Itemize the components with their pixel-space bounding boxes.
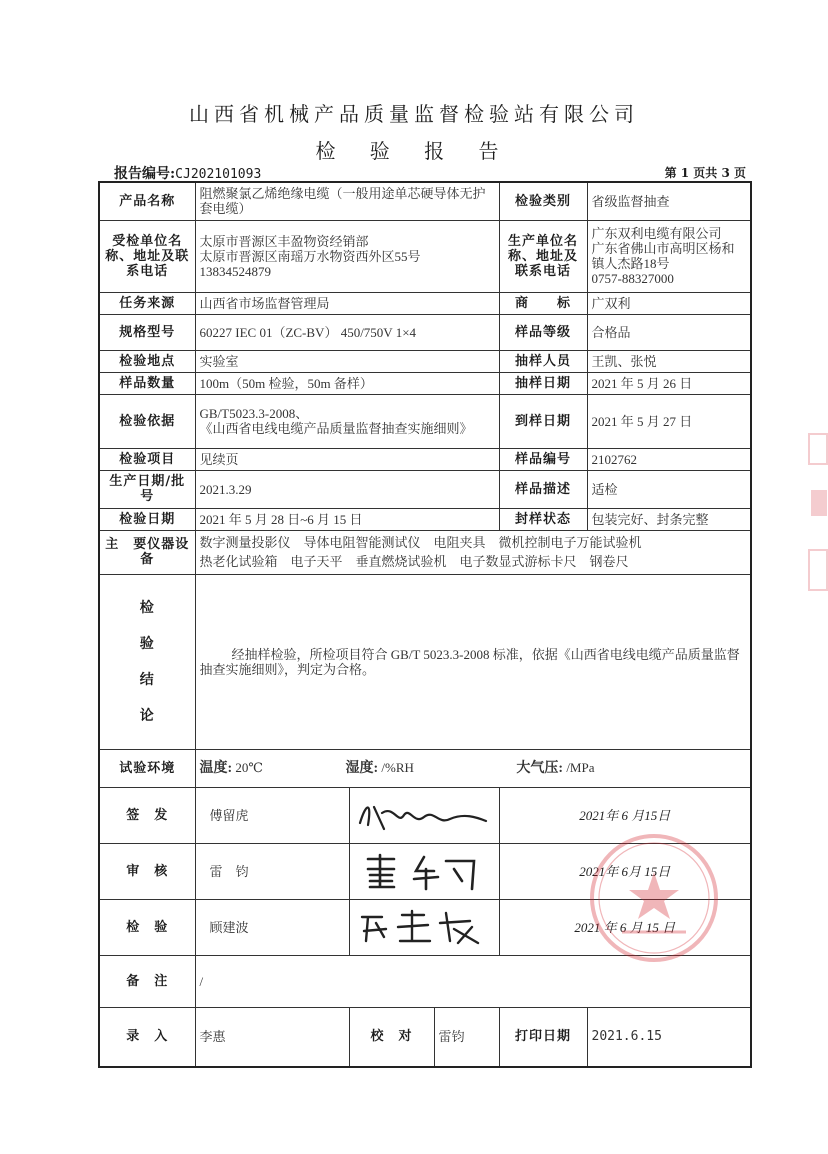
label-prod-date: 生产日期/批号 [99,470,195,508]
row-issue [99,787,751,843]
value-sample-date: 2021 年 5 月 26 日 [587,372,751,394]
value-description: 适检 [587,470,751,508]
value-quantity: 100m（50m 检验，50m 备样） [195,372,499,394]
row-task [99,292,751,314]
value-trademark: 广双利 [587,292,751,314]
value-equipment: 数字测量投影仪 导体电阻智能测试仪 电阻夹具 微机控制电子万能试验机 热老化试验箱 电子天平 垂直燃烧试验机 电子数显式游标卡尺 钢卷尺 [195,530,751,574]
value-items: 见续页 [195,448,499,470]
value-basis: GB/T5023.3-2008、 《山西省电线电缆产品质量监督抽查实施细则》 [195,394,499,448]
label-description: 样品描述 [499,470,587,508]
row-product [99,182,751,220]
label-check: 检 验 [99,899,195,955]
value-arrival-date: 2021 年 5 月 27 日 [587,394,751,448]
value-sample-no: 2102762 [587,448,751,470]
value-inspection-type: 省级监督抽查 [587,182,751,220]
value-producer: 广东双利电缆有限公司 广东省佛山市高明区杨和镇人杰路18号 0757-88327000 [587,220,751,292]
label-sample-no: 样品编号 [499,448,587,470]
label-task-source: 任务来源 [99,292,195,314]
label-review: 审 核 [99,843,195,899]
value-conclusion: 经抽样检验，所检项目符合 GB/T 5023.3-2008 标准，依据《山西省电线电缆产品质量监督抽查实施细则》，判定为合格。 [195,574,751,749]
label-conclusion: 检 验 结 论 [99,574,195,749]
label-inspected-unit: 受检单位名称、地址及联系电话 [99,220,195,292]
value-environment [195,749,751,787]
label-proof: 校 对 [349,1007,434,1067]
row-quantity [99,372,751,394]
org-title: 山西省机械产品质量监督检验站有限公司 [189,102,639,126]
value-insp-date: 2021 年 5 月 28 日~6 月 15 日 [195,508,499,530]
label-location: 检验地点 [99,350,195,372]
label-arrival-date: 到样日期 [499,394,587,448]
pressure-value: /MPa [566,760,595,775]
pressure-label: 大气压: [516,761,564,776]
report-title: 检 验 报 告 [315,139,513,163]
row-prod-date [99,470,751,508]
value-product-name: 阻燃聚氯乙烯绝缘电缆（一般用途单芯硬导体无护套电缆） [195,182,499,220]
value-seal: 包装完好、封条完整 [587,508,751,530]
label-inspection-type: 检验类别 [499,182,587,220]
row-entry [99,1007,751,1067]
page-indicator: 第 1 页共 3 页 [664,166,746,180]
row-basis [99,394,751,448]
row-conclusion [99,574,751,749]
row-items [99,448,751,470]
value-proof: 雷钧 [434,1007,499,1067]
value-prod-date: 2021.3.29 [195,470,499,508]
value-reviewer-name: 雷 钧 [195,843,349,899]
label-trademark: 商 标 [499,292,587,314]
value-task-source: 山西省市场监督管理局 [195,292,499,314]
label-producer: 生产单位名称、地址及联系电话 [499,220,587,292]
row-location [99,350,751,372]
temp-label: 温度: [199,761,233,776]
value-sampler: 王凯、张悦 [587,350,751,372]
value-remark: / [195,955,751,1007]
report-number: 报告编号:CJ202101093 [114,166,262,182]
value-entry: 李惠 [195,1007,349,1067]
label-grade: 样品等级 [499,314,587,350]
label-sample-date: 抽样日期 [499,372,587,394]
label-sampler: 抽样人员 [499,350,587,372]
row-environment [99,749,751,787]
value-inspected-unit: 太原市晋源区丰盈物资经销部 太原市晋源区南瑶万水物资西外区55号 13834524879 [195,220,499,292]
issuer-signature [349,787,499,843]
label-insp-date: 检验日期 [99,508,195,530]
label-model: 规格型号 [99,314,195,350]
row-model [99,314,751,350]
edge-seal-mark [806,430,828,600]
label-product-name: 产品名称 [99,182,195,220]
label-print-date: 打印日期 [499,1007,587,1067]
temp-value: 20℃ [235,760,263,775]
label-environment: 试验环境 [99,749,195,787]
humidity-label: 湿度: [345,761,379,776]
row-units [99,220,751,292]
row-remark [99,955,751,1007]
label-equipment: 主 要仪器设备 [99,530,195,574]
label-basis: 检验依据 [99,394,195,448]
value-grade: 合格品 [587,314,751,350]
value-issuer-name: 傅留虎 [195,787,349,843]
row-review [99,843,751,899]
humidity-value: /%RH [381,760,414,775]
value-print-date: 2021.6.15 [587,1007,751,1067]
label-seal: 封样状态 [499,508,587,530]
check-date: 2021 年 6 月 15 日 [499,899,751,955]
reviewer-signature [349,843,499,899]
report-table [98,181,752,1068]
value-inspector-name: 顾建波 [195,899,349,955]
review-date: 2021年 6月 15日 [499,843,751,899]
row-equipment [99,530,751,574]
row-insp-date [99,508,751,530]
value-location: 实验室 [195,350,499,372]
issue-date: 2021年 6 月15日 [499,787,751,843]
inspector-signature [349,899,499,955]
label-quantity: 样品数量 [99,372,195,394]
value-model: 60227 IEC 01（ZC-BV） 450/750V 1×4 [195,314,499,350]
label-remark: 备 注 [99,955,195,1007]
row-check [99,899,751,955]
label-entry: 录 入 [99,1007,195,1067]
label-items: 检验项目 [99,448,195,470]
label-issue: 签 发 [99,787,195,843]
